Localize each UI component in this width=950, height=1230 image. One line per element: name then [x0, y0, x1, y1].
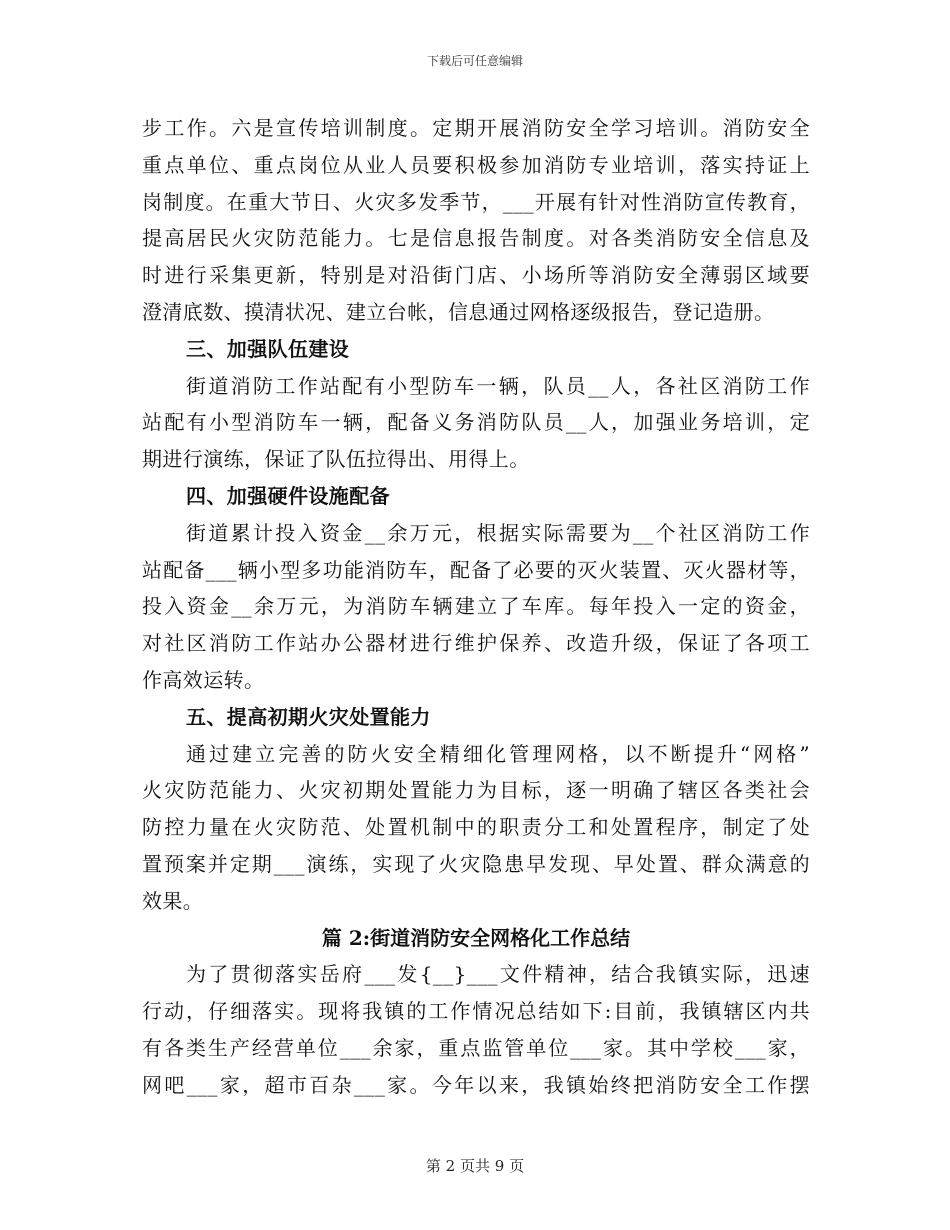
- text-line: 期进行演练，保证了队伍拉得出、用得上。: [142, 447, 530, 472]
- text-line: 投入资金__余万元，为消防车辆建立了车库。每年投入一定的资金，: [142, 594, 810, 619]
- text-line: 站配备___辆小型多功能消防车，配备了必要的灭火装置、灭火器材等，: [142, 557, 810, 582]
- section-heading: 四、加强硬件设施配备: [186, 483, 390, 508]
- text-line: 步工作。六是宣传培训制度。定期开展消防安全学习培训。消防安全: [142, 116, 810, 140]
- text-line: 效果。: [142, 888, 204, 913]
- text-line: 置预案并定期___演练，实现了火灾隐患早发现、早处置、群众满意的: [142, 851, 810, 876]
- text-line: 对社区消防工作站办公器材进行维护保养、改造升级，保证了各项工: [142, 631, 810, 656]
- page-footer-number: 第 2 页共 9 页: [425, 1157, 525, 1175]
- text-line: 网吧___家，超市百杂___家。今年以来，我镇始终把消防安全工作摆: [142, 1072, 810, 1097]
- text-line: 作高效运转。: [142, 667, 265, 692]
- text-line: 防控力量在火灾防范、处置机制中的职责分工和处置程序，制定了处: [142, 815, 810, 840]
- text-line: 时进行采集更新，特别是对沿街门店、小场所等消防安全薄弱区域要: [142, 263, 810, 288]
- text-line: 重点单位、重点岗位从业人员要积极参加消防专业培训，落实持证上: [142, 152, 810, 177]
- text-line: 提高居民火灾防范能力。七是信息报告制度。对各类消防安全信息及: [142, 226, 810, 251]
- paragraph: [142, 368, 810, 478]
- document-body: [142, 110, 810, 1104]
- paragraph: [142, 515, 810, 699]
- article-title: 篇 2:街道消防安全网格化工作总结: [321, 925, 631, 950]
- text-line: 站配有小型消防车一辆，配备义务消防队员__人，加强业务培训，定: [142, 410, 810, 435]
- section-heading: 五、提高初期火灾处置能力: [186, 704, 431, 729]
- paragraph: [142, 736, 810, 920]
- page-header-note: 下载后可任意编辑: [426, 54, 523, 68]
- paragraph: [142, 956, 810, 1103]
- text-line: 火灾防范能力、火灾初期处置能力为目标，逐一明确了辖区各类社会: [142, 778, 810, 803]
- text-line: 街道累计投入资金__余万元，根据实际需要为__个社区消防工作: [186, 520, 810, 545]
- text-line: 街道消防工作站配有小型防车一辆，队员__人，各社区消防工作: [186, 373, 810, 398]
- text-line: 有各类生产经营单位___余家，重点监管单位___家。其中学校___家，: [142, 1035, 810, 1060]
- text-line: 行动，仔细落实。现将我镇的工作情况总结如下:目前，我镇辖区内共: [142, 999, 810, 1024]
- paragraph: [142, 110, 810, 331]
- section-heading: 三、加强队伍建设: [186, 336, 350, 361]
- text-line: 通过建立完善的防火安全精细化管理网格，以不断提升“网格”: [186, 741, 810, 766]
- text-line: 为了贯彻落实岳府___发{__}___文件精神，结合我镇实际，迅速: [186, 962, 810, 987]
- text-line: 岗制度。在重大节日、火灾多发季节，___开展有针对性消防宣传教育，: [142, 189, 810, 214]
- text-line: 澄清底数、摸清状况、建立台帐，信息通过网格逐级报告，登记造册。: [142, 299, 775, 324]
